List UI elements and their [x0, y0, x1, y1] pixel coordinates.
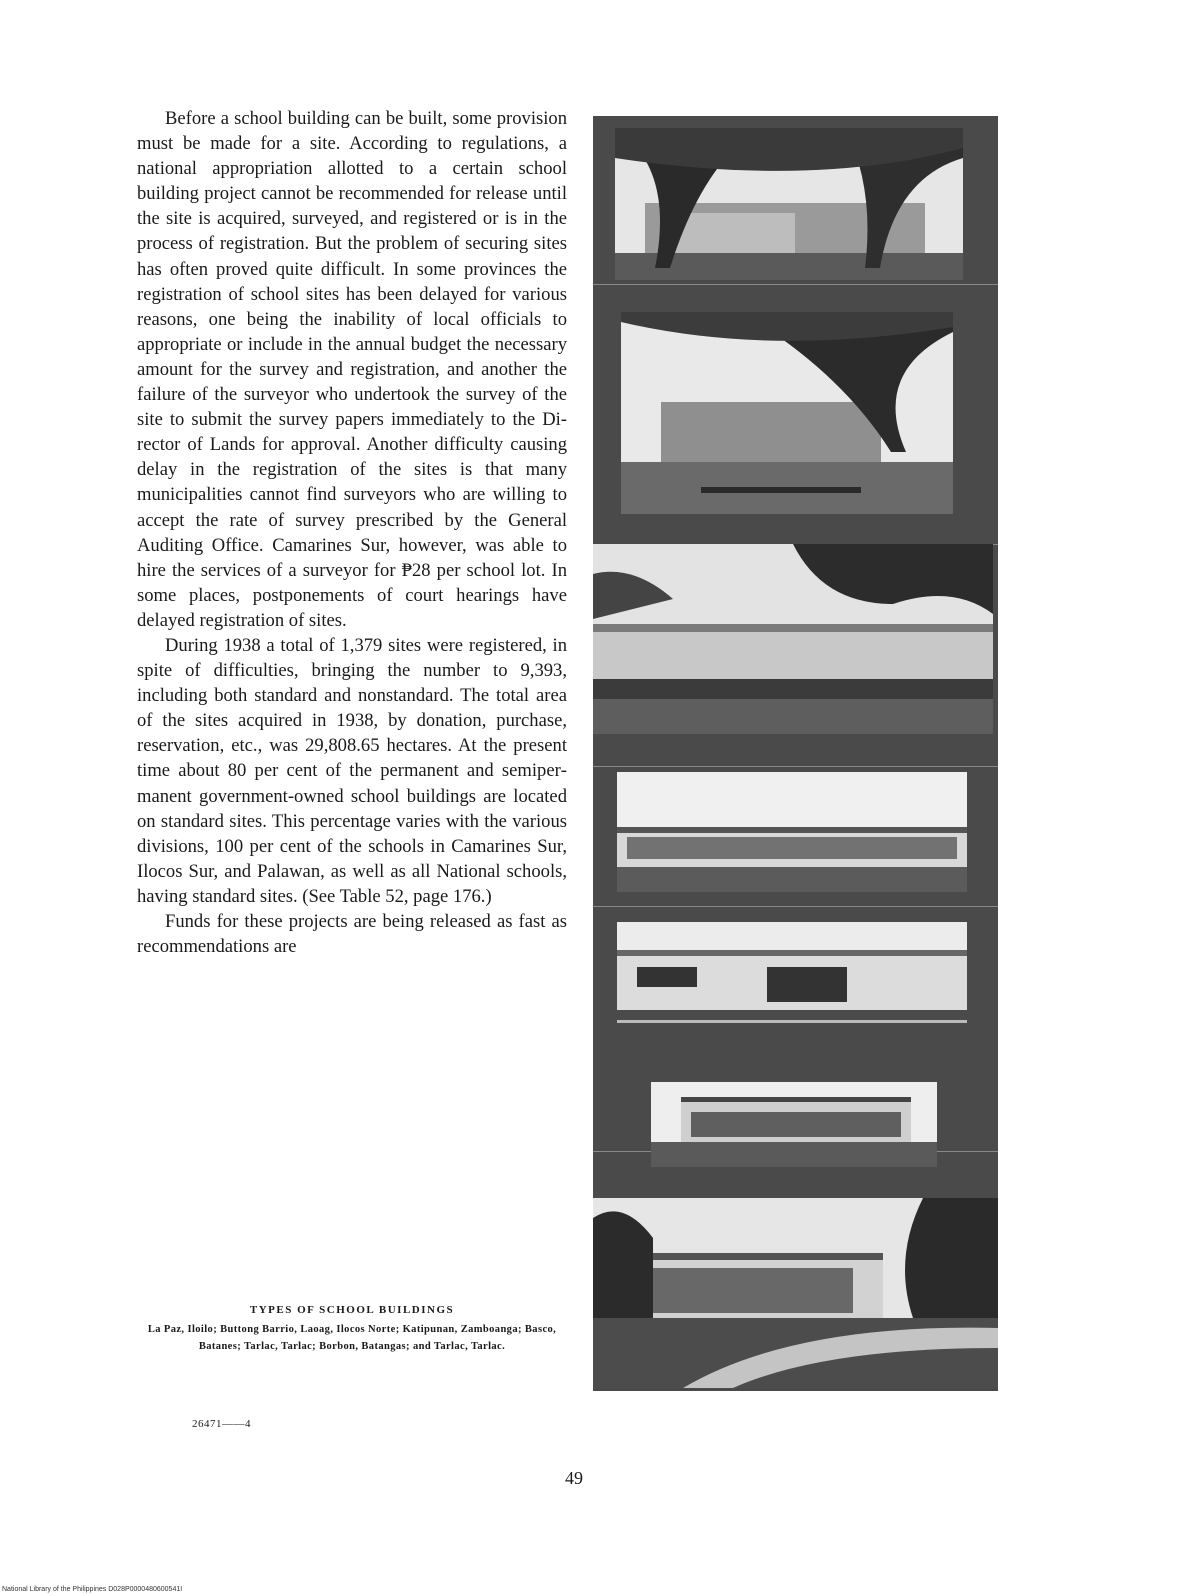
school-building-photo-5	[617, 922, 967, 1060]
body-paragraph: Funds for these projects are being released as fast as recommendations are	[137, 911, 567, 958]
body-paragraph: Before a school building can be built, some provision must be made for a site. According to regulations, a national appropriation allotted to a certain school building project cannot be recommended for release until the site is acquired, surveyed, and registered or is in the process of registration. But the problem of securing sites has often proved quite difficult. In some provinces the registration of school sites has been delayed for various reasons, one being the inability of local officials to appropriate or include in the annual budget the necessary amount for the survey and registration, and another the failure of the surveyor who undertook the survey of the site to submit the survey papers immediately to the Director of Lands for approval. Another difficulty causing delay in the registration of the sites is that many municipalities cannot find surveyors who are willing to accept the rate of survey prescribed by the General Auditing Office. Camarines Sur, however, was able to hire the services of a surveyor for ₱28 per school lot. In some places, postponements of court hearings have delayed registration of sites.	[137, 108, 567, 631]
library-stamp: National Library of the Philippines D028P0000480600541I	[2, 1586, 183, 1593]
body-paragraph: During 1938 a total of 1,379 sites were registered, in spite of difficulties, bringing the number to 9,393, including both standard and nonstandard. The total area of the sites acquired in 1938, by donation, purchase, reservation, etc., was 29,808.65 hectares. At the present time about 80 per cent of the permanent and semipermanent government-owned school buildings are located on standard sites. This percentage varies with the various divisions, 100 per cent of the schools in Camarines Sur, Ilocos Sur, and Palawan, as well as all National schools, having standard sites. (See Table 52, page 176.)	[137, 634, 567, 907]
photo-caption	[142, 1302, 562, 1355]
school-building-photo-7	[593, 1198, 998, 1388]
print-code: 26471——4	[192, 1418, 251, 1430]
page-number: 49	[565, 1468, 583, 1488]
caption-text: La Paz, Iloilo; Buttong Barrio, Laoag, Ilocos Norte; Katipunan, Zamboanga; Basco, Batanes; Tarlac, Tarlac; Borbon, Batangas; and Tarlac, Tarlac.	[147, 1324, 557, 1352]
school-building-photo-4	[617, 772, 967, 892]
caption-title: TYPES OF SCHOOL BUILDINGS	[249, 1304, 455, 1316]
school-building-photo-3	[593, 544, 993, 734]
school-building-photo-2	[621, 312, 953, 514]
school-building-photo-1	[615, 128, 963, 280]
school-building-photo-6	[651, 1082, 937, 1167]
school-buildings-photo-strip	[593, 116, 998, 1391]
body-text-column	[137, 106, 567, 959]
